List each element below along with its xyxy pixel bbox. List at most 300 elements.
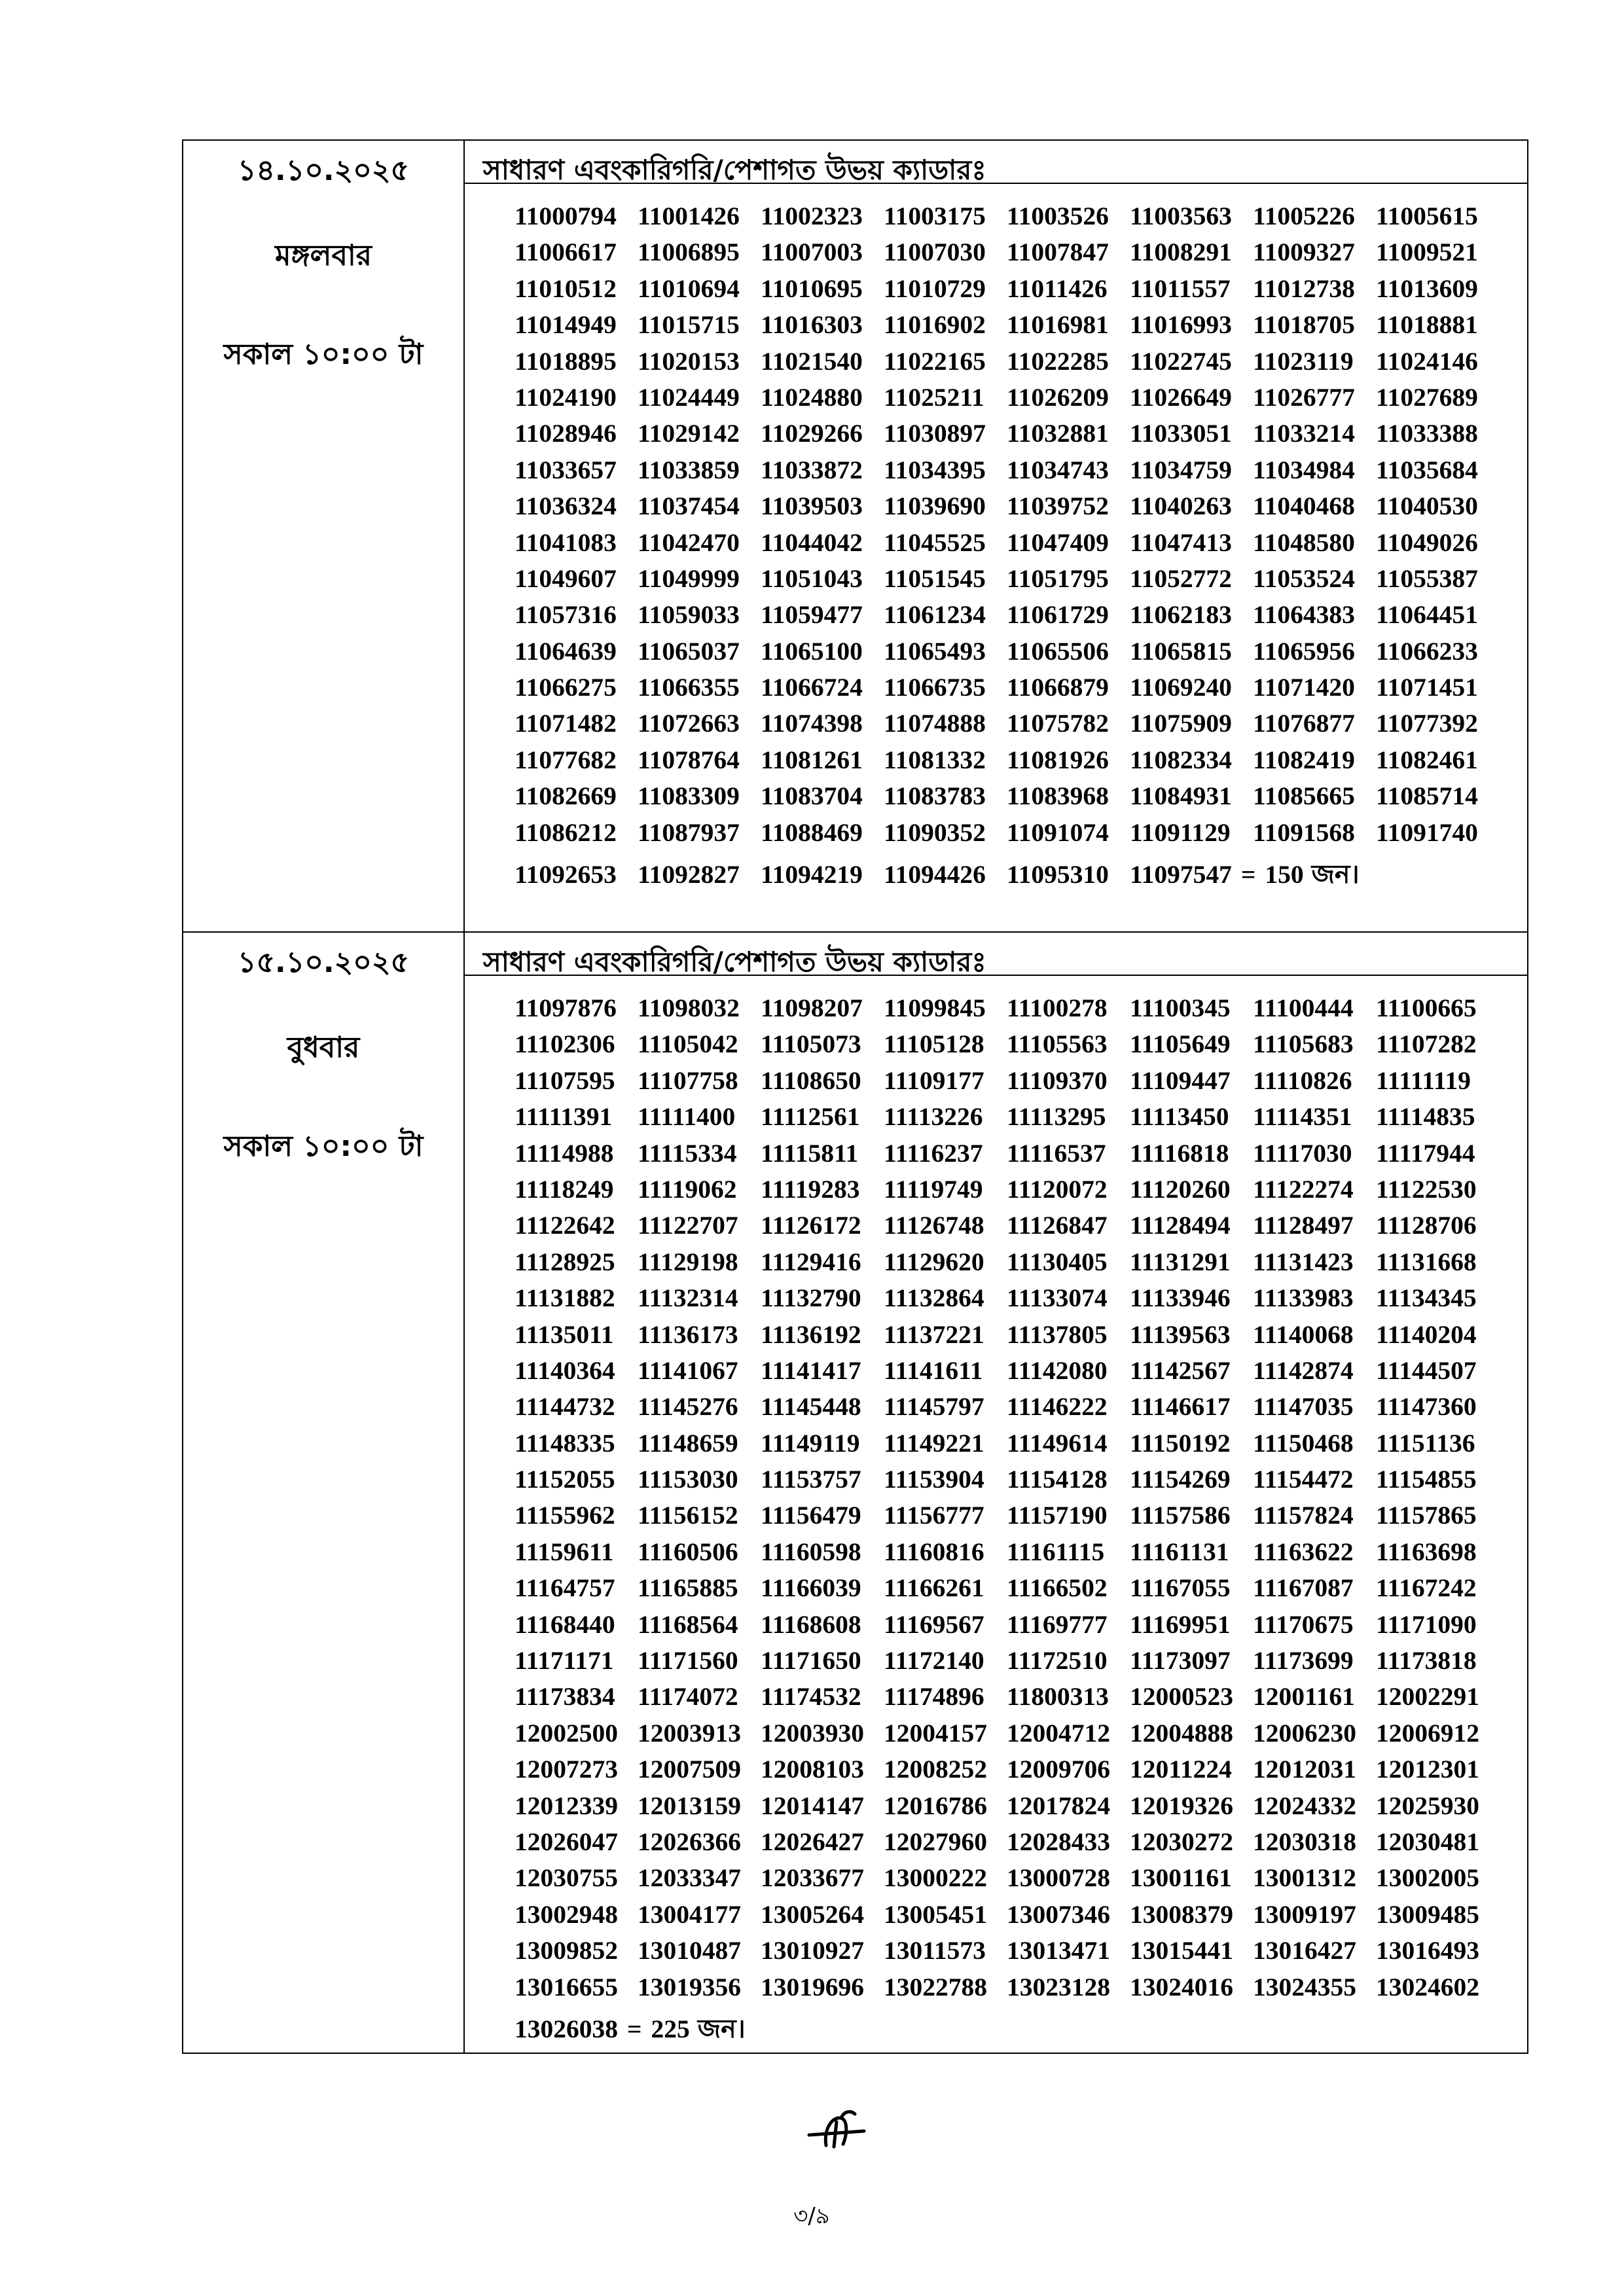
roll-number-row [514,1208,1527,1244]
roll-number: 12013159 [638,1791,741,1820]
roll-number: 11078764 [638,745,740,774]
roll-number: 11105073 [761,1030,861,1059]
roll-number: 11135011 [514,1319,614,1349]
roll-number: 11064383 [1253,600,1355,630]
roll-number: 11131291 [1130,1247,1231,1276]
date-cell [183,932,464,2053]
roll-number: 13009852 [514,1936,618,1965]
roll-number: 11122530 [1376,1174,1477,1204]
roll-number: 13002005 [1376,1863,1479,1893]
roll-number: 12004712 [1007,1718,1110,1748]
roll-number: 13024355 [1253,1972,1356,2001]
total-suffix: জন। [1311,859,1360,890]
roll-number: 11032881 [1007,419,1109,448]
roll-number: 11139563 [1130,1319,1231,1349]
roll-number: 11022165 [884,346,986,376]
roll-number: 11092653 [514,860,617,889]
roll-number: 11083309 [638,781,740,811]
roll-number: 11087937 [638,817,740,847]
page-number: ৩/৯ [793,2203,830,2229]
roll-number: 11117030 [1253,1138,1352,1168]
roll-number: 13009485 [1376,1899,1479,1929]
roll-number: 11033051 [1130,419,1232,448]
roll-number-row [514,1715,1527,1751]
roll-number: 13022788 [884,1972,987,2001]
roll-number-row [514,1751,1527,1787]
roll-number: 11097876 [514,994,617,1022]
roll-number: 11102306 [514,1030,615,1059]
roll-number: 11145448 [761,1392,861,1422]
roll-number: 11007003 [761,238,863,267]
roll-number: 11066724 [761,673,863,702]
roll-number: 11157824 [1253,1501,1354,1530]
roll-number: 11047409 [1007,528,1109,557]
roll-number: 11041083 [514,528,617,557]
roll-number: 11005226 [1253,202,1355,230]
roll-number-row [514,1244,1527,1280]
roll-number-row [514,488,1527,524]
roll-number: 13016655 [514,1972,618,2001]
roll-number-row [514,1534,1527,1570]
roll-number: 11052772 [1130,564,1232,593]
roll-number: 11003563 [1130,202,1232,230]
roll-number: 11061729 [1007,600,1109,630]
roll-number: 11026649 [1130,382,1232,412]
roll-number: 11015715 [638,310,740,340]
roll-number: 11155962 [514,1501,615,1530]
roll-number: 11133983 [1253,1283,1354,1313]
roll-number: 11049999 [638,564,740,593]
roll-number-row [514,1607,1527,1643]
roll-number: 11173818 [1376,1646,1477,1676]
roll-number-row [514,1679,1527,1715]
roll-number: 11024449 [638,382,740,412]
roll-number: 13013471 [1007,1936,1110,1965]
roll-number-row [514,1462,1527,1498]
roll-number: 12012339 [514,1791,618,1820]
roll-number: 11081261 [761,745,863,774]
roll-number: 11045525 [884,528,986,557]
roll-number: 11160506 [638,1537,738,1566]
roll-number: 13005451 [884,1899,987,1929]
roll-number: 11100345 [1130,994,1231,1022]
roll-number: 11172510 [1007,1646,1108,1676]
roll-number: 12000523 [1130,1682,1233,1712]
roll-number: 12012031 [1253,1755,1356,1784]
roll-number: 11048580 [1253,528,1355,557]
roll-number: 11086212 [514,817,617,847]
roll-number: 11098207 [761,994,863,1022]
roll-number: 11009327 [1253,238,1355,267]
roll-number: 11113450 [1130,1102,1229,1132]
roll-number: 13004177 [638,1899,741,1929]
roll-number: 12008252 [884,1755,987,1784]
roll-number: 11077682 [514,745,617,774]
roll-number: 11034759 [1130,455,1232,484]
roll-number: 12030481 [1376,1827,1479,1856]
roll-number: 12026366 [638,1827,741,1856]
roll-number: 12009706 [1007,1755,1110,1784]
roll-number: 11036324 [514,492,617,521]
roll-number: 11034743 [1007,455,1109,484]
roll-number: 11172140 [884,1646,984,1676]
roll-number: 11114351 [1253,1102,1352,1132]
roll-number-row [514,1933,1527,1969]
roll-number: 12004888 [1130,1718,1233,1748]
roll-number: 11029142 [638,419,740,448]
roll-number: 11134345 [1376,1283,1477,1313]
roll-number: 11094219 [761,860,863,889]
exam-date: ১৫.১০.২০২৫ [237,946,410,979]
roll-number: 11011557 [1130,274,1231,303]
roll-number-row [514,778,1527,814]
roll-number-row [514,1860,1527,1896]
roll-number: 12014147 [761,1791,864,1820]
roll-number: 11000794 [514,202,617,230]
roll-number: 11120260 [1130,1174,1231,1204]
roll-number: 11023119 [1253,346,1354,376]
roll-number: 11161115 [1007,1537,1105,1566]
roll-number: 11171090 [1376,1609,1477,1639]
roll-number: 11171650 [761,1646,861,1676]
roll-number: 11064639 [514,636,617,666]
roll-number: 11029266 [761,419,863,448]
roll-number: 11131423 [1253,1247,1354,1276]
roll-number: 11132314 [638,1283,738,1313]
date-cell [183,140,464,932]
roll-number: 11014949 [514,310,617,340]
roll-number: 11049607 [514,564,617,593]
roll-number: 11024880 [761,382,863,412]
roll-number-row [514,1969,1527,2005]
roll-number: 13007346 [1007,1899,1110,1929]
roll-number: 11166261 [884,1573,984,1603]
roll-number: 11107758 [638,1066,738,1095]
roll-number: 13010927 [761,1936,864,1965]
roll-number: 11109177 [884,1066,984,1095]
roll-number: 11105563 [1007,1030,1108,1059]
roll-number-row [514,1280,1527,1316]
roll-number: 11167055 [1130,1573,1231,1603]
roll-number: 12011224 [1130,1755,1232,1784]
roll-number: 11026209 [1007,382,1109,412]
roll-number: 11081332 [884,745,986,774]
roll-number: 11105683 [1253,1030,1354,1059]
roll-number: 13005264 [761,1899,864,1929]
roll-number: 11148659 [638,1428,738,1458]
roll-number: 11005615 [1376,202,1478,230]
roll-number: 11171171 [514,1646,614,1676]
roll-number: 11074398 [761,709,863,738]
roll-number-row [514,1026,1527,1062]
roll-number: 11169951 [1130,1609,1231,1639]
roll-number: 11028946 [514,419,617,448]
roll-number: 11142874 [1253,1355,1354,1385]
roll-number-row [514,198,1527,234]
roll-number: 12012301 [1376,1755,1479,1784]
roll-number: 11010695 [761,274,863,303]
roll-number: 11002323 [761,202,863,230]
roll-number: 12006230 [1253,1718,1356,1748]
roll-number: 11009521 [1376,238,1478,267]
roll-number: 11157190 [1007,1501,1108,1530]
roll-number: 11144732 [514,1392,615,1422]
roll-number: 11153757 [761,1465,861,1494]
roll-number: 11044042 [761,528,863,557]
roll-number: 11008291 [1130,238,1232,267]
roll-number: 11024146 [1376,346,1478,376]
roll-number-row [514,597,1527,633]
roll-number: 11092827 [638,860,740,889]
roll-number-row [514,1643,1527,1679]
roll-number: 11168564 [638,1609,738,1639]
signature-mark [804,2106,869,2152]
roll-number: 12030272 [1130,1827,1233,1856]
roll-number: 11039752 [1007,492,1109,521]
roll-number: 11040263 [1130,492,1232,521]
roll-number: 11146222 [1007,1392,1108,1422]
roll-number: 11128497 [1253,1211,1354,1240]
roll-number: 12027960 [884,1827,987,1856]
roll-number: 11147035 [1253,1392,1354,1422]
roll-number-row [514,416,1527,452]
roll-number: 11003526 [1007,202,1109,230]
roll-number: 11100444 [1253,994,1354,1022]
roll-number: 11160598 [761,1537,861,1566]
roll-number: 12025930 [1376,1791,1479,1820]
roll-number: 11116537 [1007,1138,1106,1168]
exam-date: ১৪.১০.২০২৫ [237,154,410,187]
roll-number: 11051545 [884,564,986,593]
roll-number: 11100665 [1376,994,1477,1022]
roll-number: 11140204 [1376,1319,1477,1349]
roll-number: 12007273 [514,1755,618,1784]
roll-number: 11169567 [884,1609,984,1639]
roll-number: 11174896 [884,1682,984,1712]
roll-number: 11161131 [1130,1537,1229,1566]
roll-number: 11122274 [1253,1174,1354,1204]
roll-number: 11109370 [1007,1066,1108,1095]
total-count: 150 [1265,860,1304,889]
roll-number: 11167087 [1253,1573,1354,1603]
roll-number: 11131882 [514,1283,615,1313]
roll-number: 11091129 [1130,817,1231,847]
roll-number: 11033859 [638,455,740,484]
roll-number: 11128494 [1130,1211,1231,1240]
roll-number: 11173097 [1130,1646,1231,1676]
roll-number: 11057316 [514,600,617,630]
roll-number: 11021540 [761,346,863,376]
roll-number: 13016493 [1376,1936,1479,1965]
roll-number-list [465,976,1527,2053]
roll-number: 11128706 [1376,1211,1477,1240]
roll-number: 13010487 [638,1936,741,1965]
roll-number: 11027689 [1376,382,1478,412]
roll-number: 11105649 [1130,1030,1231,1059]
roll-number: 11033388 [1376,419,1478,448]
roll-number: 11149614 [1007,1428,1108,1458]
roll-number-row [514,742,1527,778]
roll-number: 11001426 [638,202,740,230]
roll-number-row [514,1136,1527,1172]
roll-number: 11168608 [761,1609,861,1639]
schedule-row [183,932,1528,2053]
roll-number: 11025211 [884,382,984,412]
roll-number: 11128925 [514,1247,615,1276]
roll-number: 11107595 [514,1066,615,1095]
roll-number-row [514,1172,1527,1208]
roll-number: 11171560 [638,1646,738,1676]
roll-number: 11034984 [1253,455,1355,484]
roll-number: 11105128 [884,1030,984,1059]
roll-number: 11154855 [1376,1465,1477,1494]
roll-number: 11141417 [761,1355,861,1385]
roll-number: 11049026 [1376,528,1478,557]
roll-number: 11111119 [1376,1066,1471,1095]
roll-number: 11082334 [1130,745,1232,774]
roll-total-row [514,851,1527,898]
roll-list-cell [464,932,1528,2053]
roll-number: 12003913 [638,1718,741,1748]
roll-number: 11169777 [1007,1609,1108,1639]
roll-number: 11148335 [514,1428,615,1458]
roll-number: 11163698 [1376,1537,1477,1566]
total-suffix: জন। [697,2013,746,2044]
roll-number: 11033872 [761,455,863,484]
roll-number: 11119062 [638,1174,737,1204]
roll-number: 11173834 [514,1682,615,1712]
roll-number: 12007509 [638,1755,741,1784]
roll-number: 11077392 [1376,709,1478,738]
roll-number-row [514,1063,1527,1099]
roll-number: 13019356 [638,1972,741,2001]
exam-schedule-table [182,139,1528,2054]
roll-number: 11118249 [514,1174,614,1204]
roll-number: 11144507 [1376,1355,1477,1385]
roll-number: 11137221 [884,1319,984,1349]
roll-number-row [514,1389,1527,1425]
roll-number-row [514,1353,1527,1389]
roll-number: 11074888 [884,709,986,738]
roll-number: 13001161 [1130,1863,1232,1893]
roll-number-row [514,1498,1527,1534]
roll-number: 11026777 [1253,382,1355,412]
roll-number: 13009197 [1253,1899,1356,1929]
roll-number: 11016902 [884,310,986,340]
roll-number-row [514,1570,1527,1606]
roll-number: 11069240 [1130,673,1232,702]
roll-number: 11133946 [1130,1283,1231,1313]
roll-number: 11115334 [638,1138,737,1168]
roll-number: 11040530 [1376,492,1478,521]
exam-time: সকাল ১০:০০ টা [223,1130,424,1163]
roll-number: 11152055 [514,1465,615,1494]
roll-number: 11146617 [1130,1392,1231,1422]
roll-number: 11116818 [1130,1138,1229,1168]
roll-number: 11065037 [638,636,740,666]
roll-number: 11150192 [1130,1428,1231,1458]
roll-number: 11166039 [761,1573,861,1603]
roll-number: 11039503 [761,492,863,521]
roll-number: 11006617 [514,238,617,267]
roll-number: 11071451 [1376,673,1478,702]
roll-number: 11072663 [638,709,740,738]
roll-number: 11173699 [1253,1646,1354,1676]
roll-number: 11126847 [1007,1211,1108,1240]
roll-number: 11018881 [1376,310,1478,340]
roll-number: 13016427 [1253,1936,1356,1965]
roll-number: 11040468 [1253,492,1355,521]
roll-number: 11159611 [514,1537,614,1566]
roll-number: 11010512 [514,274,617,303]
roll-number: 12026047 [514,1827,618,1856]
roll-number-row [514,525,1527,561]
roll-number: 11122642 [514,1211,615,1240]
roll-number: 11082461 [1376,745,1478,774]
roll-number: 11140068 [1253,1319,1354,1349]
roll-number: 11055387 [1376,564,1478,593]
roll-number: 11107282 [1376,1030,1477,1059]
roll-number: 11091568 [1253,817,1355,847]
roll-list-cell [464,140,1528,932]
roll-number: 11154472 [1253,1465,1354,1494]
roll-number-row [514,561,1527,597]
roll-number: 11090352 [884,817,986,847]
roll-number: 11094426 [884,860,986,889]
roll-number: 13000222 [884,1863,987,1893]
roll-number: 11042470 [638,528,740,557]
roll-number: 11035684 [1376,455,1478,484]
roll-number-row [514,706,1527,742]
roll-number: 11141611 [884,1355,983,1385]
roll-number: 11010729 [884,274,986,303]
roll-number: 11131668 [1376,1247,1477,1276]
roll-number: 11010694 [638,274,740,303]
roll-number: 11150468 [1253,1428,1354,1458]
roll-number: 11109447 [1130,1066,1231,1095]
roll-number: 11164757 [514,1573,615,1603]
roll-number: 12003930 [761,1718,864,1748]
roll-number: 11120072 [1007,1174,1108,1204]
roll-number: 11110826 [1253,1066,1352,1095]
roll-number-row [514,1426,1527,1462]
roll-number: 11007847 [1007,238,1109,267]
roll-number: 11011426 [1007,274,1108,303]
roll-number: 11166502 [1007,1573,1108,1603]
roll-number: 11034395 [884,455,986,484]
roll-number: 11085714 [1376,781,1478,811]
roll-number: 11020153 [638,346,740,376]
exam-time: সকাল ১০:০০ টা [223,338,424,371]
roll-number: 12017824 [1007,1791,1110,1820]
roll-number-row [514,271,1527,307]
roll-number-row [514,452,1527,488]
roll-number: 13015441 [1130,1936,1233,1965]
roll-number: 11065815 [1130,636,1232,666]
roll-number: 11064451 [1376,600,1478,630]
roll-number: 11156479 [761,1501,861,1530]
roll-number: 11117944 [1376,1138,1475,1168]
roll-number: 11088469 [761,817,863,847]
roll-number: 11112561 [761,1102,860,1132]
roll-number: 11081926 [1007,745,1109,774]
roll-number: 11145276 [638,1392,738,1422]
roll-number: 11022285 [1007,346,1109,376]
roll-number: 11156777 [884,1501,984,1530]
roll-number: 11053524 [1253,564,1355,593]
roll-number: 11130405 [1007,1247,1108,1276]
roll-number-list [465,184,1527,898]
